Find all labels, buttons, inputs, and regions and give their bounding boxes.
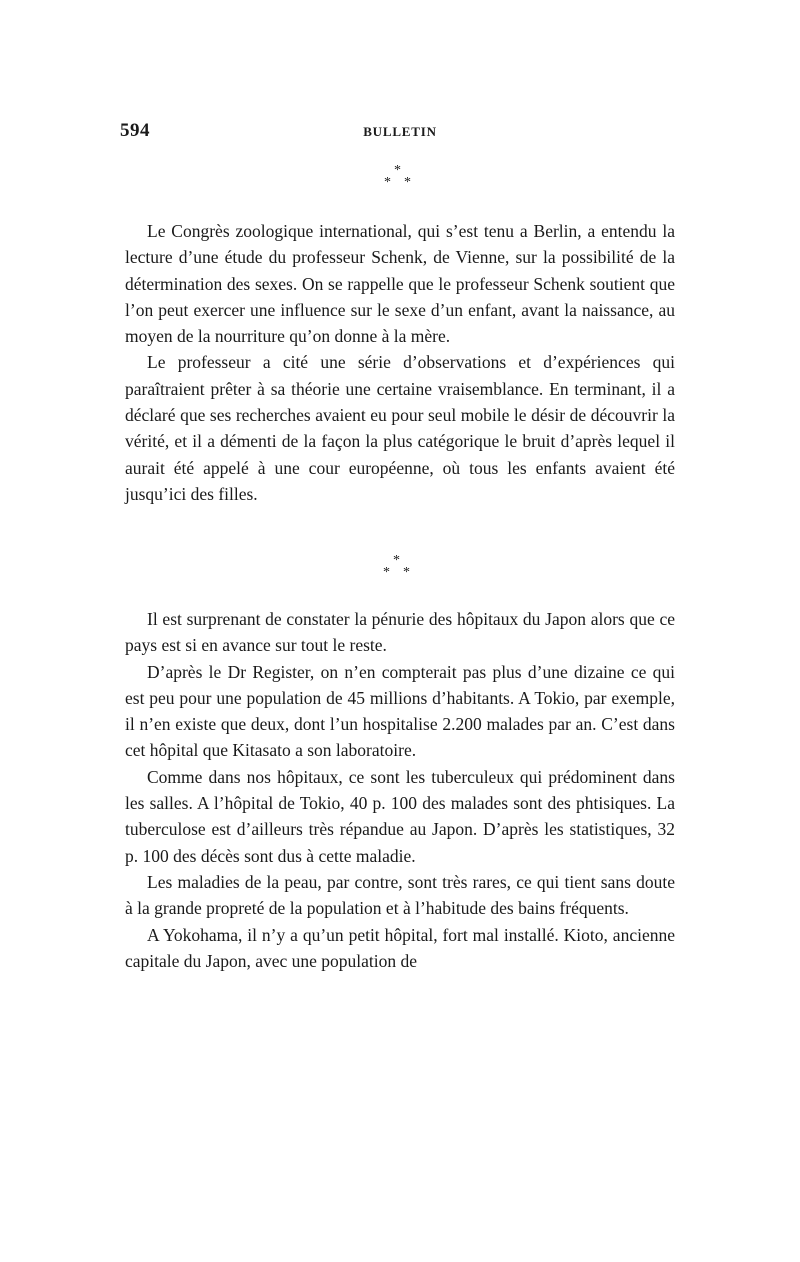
paragraph: Comme dans nos hôpitaux, ce sont les tuberculeux qui prédominent dans les salles. A l’hôpital de Tokio, 40 p. 100 des malades sont des phtisiques. La tuberculose est d’ailleurs très répandue au Japon. D’après les statistiques, 32 p. 100 des décès sont dus à cette maladie.: [125, 766, 675, 866]
paragraph: Il est surprenant de constater la pénurie des hôpitaux du Japon alors que ce pays est si en avance sur tout le reste.: [125, 609, 675, 656]
page-number: 594: [120, 120, 150, 141]
asterisk-mark: *: [404, 175, 411, 190]
paragraph: Le Congrès zoologique international, qui s’est tenu a Berlin, a entendu la lecture d’une étude du professeur Schenk, de Vienne, sur la possibilité de la détermination des sexes. On se rappelle que le professeur Schenk soutient que l’on peut exercer une influence sur le sexe d’un enfant, avant la naissance, au moyen de la nourriture qu’on donne à la mère.: [125, 221, 675, 347]
article-japan-hospitals: [125, 606, 675, 974]
section-separator-asterism: [379, 554, 419, 582]
asterisk-mark: *: [383, 565, 390, 580]
paragraph: A Yokohama, il n’y a qu’un petit hôpital, fort mal installé. Kioto, ancienne capitale du Japon, avec une population de: [125, 924, 675, 971]
running-head: [120, 120, 680, 144]
paragraph: D’après le Dr Register, on n’en compterait pas plus d’une dizaine ce qui est peu pour une population de 45 millions d’habitants. A Tokio, par exemple, il n’en existe que deux, dont l’un hospitalise 2.200 malades par an. C’est dans cet hôpital que Kitasato a son laboratoire.: [125, 661, 675, 761]
asterisk-mark: *: [393, 553, 400, 568]
asterisk-mark: *: [384, 175, 391, 190]
paragraph: Le professeur a cité une série d’observations et d’expériences qui paraîtraient prêter à sa théorie une certaine vraisemblance. En terminant, il a déclaré que ses recherches avaient eu pour seul mobile le désir de découvrir la vérité, et il a démenti de la façon la plus catégorique le bruit d’après lequel il aurait été appelé à une cour européenne, où tous les enfants avaient été jusqu’ici des filles.: [125, 352, 675, 504]
article-zoological-congress: [125, 218, 675, 507]
running-title: BULLETIN: [363, 124, 437, 139]
paragraph: Les maladies de la peau, par contre, sont très rares, ce qui tient sans doute à la grande propreté de la population et à l’habitude des bains fréquents.: [125, 871, 675, 919]
asterisk-mark: *: [394, 163, 401, 178]
section-separator-asterism: [380, 164, 420, 192]
asterisk-mark: *: [403, 565, 410, 580]
